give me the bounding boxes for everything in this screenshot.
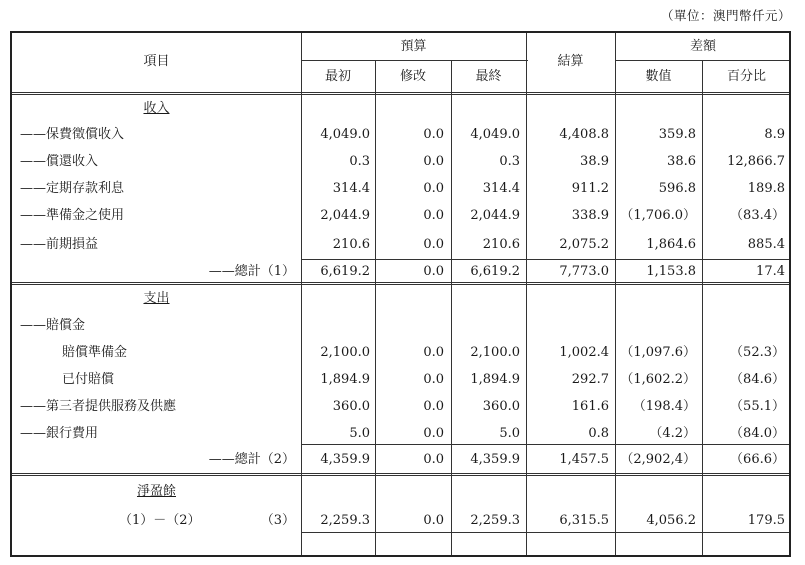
row-initial: 2,100.0 [320,345,370,360]
row-settle: 0.8 [588,426,609,441]
net-title: 淨盈餘 [136,484,176,499]
row-label: ——保費徵償收入 [20,127,125,142]
row-pct: 8.9 [764,127,785,142]
income-title: 收入 [143,101,170,116]
net-formula: （1）－（2） [119,513,201,528]
row-settle: 4,408.8 [559,127,609,142]
row-initial: 1,894.9 [320,372,370,387]
header-difference: 差額 [689,39,716,54]
budget-table [10,31,791,557]
row-label: ——前期損益 [20,237,99,252]
row-diff: 596.8 [658,181,696,196]
total-initial: 6,619.2 [320,264,370,279]
row-final: 0.3 [499,154,520,169]
row-amend: 0.0 [423,154,444,169]
total-final: 6,619.2 [470,264,520,279]
row-amend: 0.0 [423,181,444,196]
row-diff: 38.6 [667,154,696,169]
row-label: ——償還收入 [20,154,99,169]
total-pct: 17.4 [756,264,785,279]
net-amend: 0.0 [423,513,444,528]
row-diff: 359.8 [658,127,696,142]
expense-title: 支出 [143,291,170,306]
row-final: 2,044.9 [470,208,520,223]
row-label: ——銀行費用 [20,426,99,441]
total-settle: 1,457.5 [559,452,609,467]
row-final: 360.0 [482,399,520,414]
row-diff: （1,706.0） [620,208,696,223]
income-total-bottom-line-2 [12,284,789,285]
row-initial: 2,044.9 [320,208,370,223]
net-initial: 2,259.3 [320,513,370,528]
col-line-item [301,33,302,555]
row-amend: 0.0 [423,372,444,387]
row-label: ——第三者提供服務及供應 [20,399,177,414]
row-label: ——定期存款利息 [20,181,125,196]
row-diff: （198.4） [632,399,696,414]
row-diff: 1,864.6 [646,237,696,252]
expense-total-bottom-line-2 [12,475,789,476]
total-initial: 4,359.9 [320,452,370,467]
income-total-label: ——總計（1） [208,264,295,279]
row-final: 1,894.9 [470,372,520,387]
row-final: 4,049.0 [470,127,520,142]
row-diff: （1,097.6） [620,345,696,360]
net-ref: （3） [260,513,295,528]
unit-note: （單位：澳門幣仟元） [660,8,791,23]
total-pct: （66.6） [730,452,785,467]
income-total-bottom-line [12,282,789,283]
header-bottom-line [12,92,789,93]
row-initial: 210.6 [332,237,370,252]
row-pct: 12,866.7 [727,154,785,169]
row-final: 2,100.0 [470,345,520,360]
row-pct: （55.1） [730,399,785,414]
net-pct: 179.5 [747,513,785,528]
row-pct: 189.8 [747,181,785,196]
row-pct: （84.6） [730,372,785,387]
header-initial: 最初 [324,69,351,84]
header-value: 數值 [645,69,672,84]
col-line-settle [615,33,616,555]
header-final: 最終 [475,69,502,84]
header-percent: 百分比 [726,69,766,84]
row-pct: （52.3） [730,345,785,360]
row-pct: （83.4） [730,208,785,223]
expense-total-bottom-line [12,473,789,474]
row-settle: 161.6 [571,399,609,414]
header-settlement: 結算 [557,54,584,69]
row-settle: 1,002.4 [559,345,609,360]
row-initial: 4,049.0 [320,127,370,142]
row-amend: 0.0 [423,399,444,414]
row-amend: 0.0 [423,345,444,360]
row-initial: 360.0 [332,399,370,414]
row-amend: 0.0 [423,237,444,252]
row-settle: 292.7 [571,372,609,387]
row-diff: （4.2） [649,426,696,441]
row-settle: 911.2 [571,181,609,196]
row-settle: 2,075.2 [559,237,609,252]
row-label: 賠償準備金 [62,345,128,360]
row-amend: 0.0 [423,426,444,441]
row-settle: 38.9 [580,154,609,169]
total-amend: 0.0 [423,264,444,279]
expense-total-label: ——總計（2） [208,452,295,467]
row-final: 5.0 [499,426,520,441]
net-diff: 4,056.2 [646,513,696,528]
header-budget: 預算 [400,39,427,54]
row-final: 314.4 [482,181,520,196]
row-diff: （1,602.2） [620,372,696,387]
total-amend: 0.0 [423,452,444,467]
net-settle: 6,315.5 [559,513,609,528]
col-line-final [526,33,527,555]
header-item: 項目 [143,54,170,69]
expense-group-label: ——賠償金 [20,318,86,333]
net-final: 2,259.3 [470,513,520,528]
header-bottom-line-2 [12,94,789,95]
row-amend: 0.0 [423,127,444,142]
total-diff: 1,153.8 [646,264,696,279]
header-mid-line [301,60,528,61]
row-pct: （84.0） [730,426,785,441]
total-diff: （2,902,4） [620,452,696,467]
row-pct: 885.4 [747,237,785,252]
row-amend: 0.0 [423,208,444,223]
total-settle: 7,773.0 [559,264,609,279]
row-label: 已付賠償 [62,372,115,387]
row-initial: 5.0 [349,426,370,441]
row-initial: 314.4 [332,181,370,196]
row-initial: 0.3 [349,154,370,169]
row-final: 210.6 [482,237,520,252]
row-settle: 338.9 [571,208,609,223]
header-amend: 修改 [399,69,426,84]
total-final: 4,359.9 [470,452,520,467]
row-label: ——準備金之使用 [20,208,125,223]
